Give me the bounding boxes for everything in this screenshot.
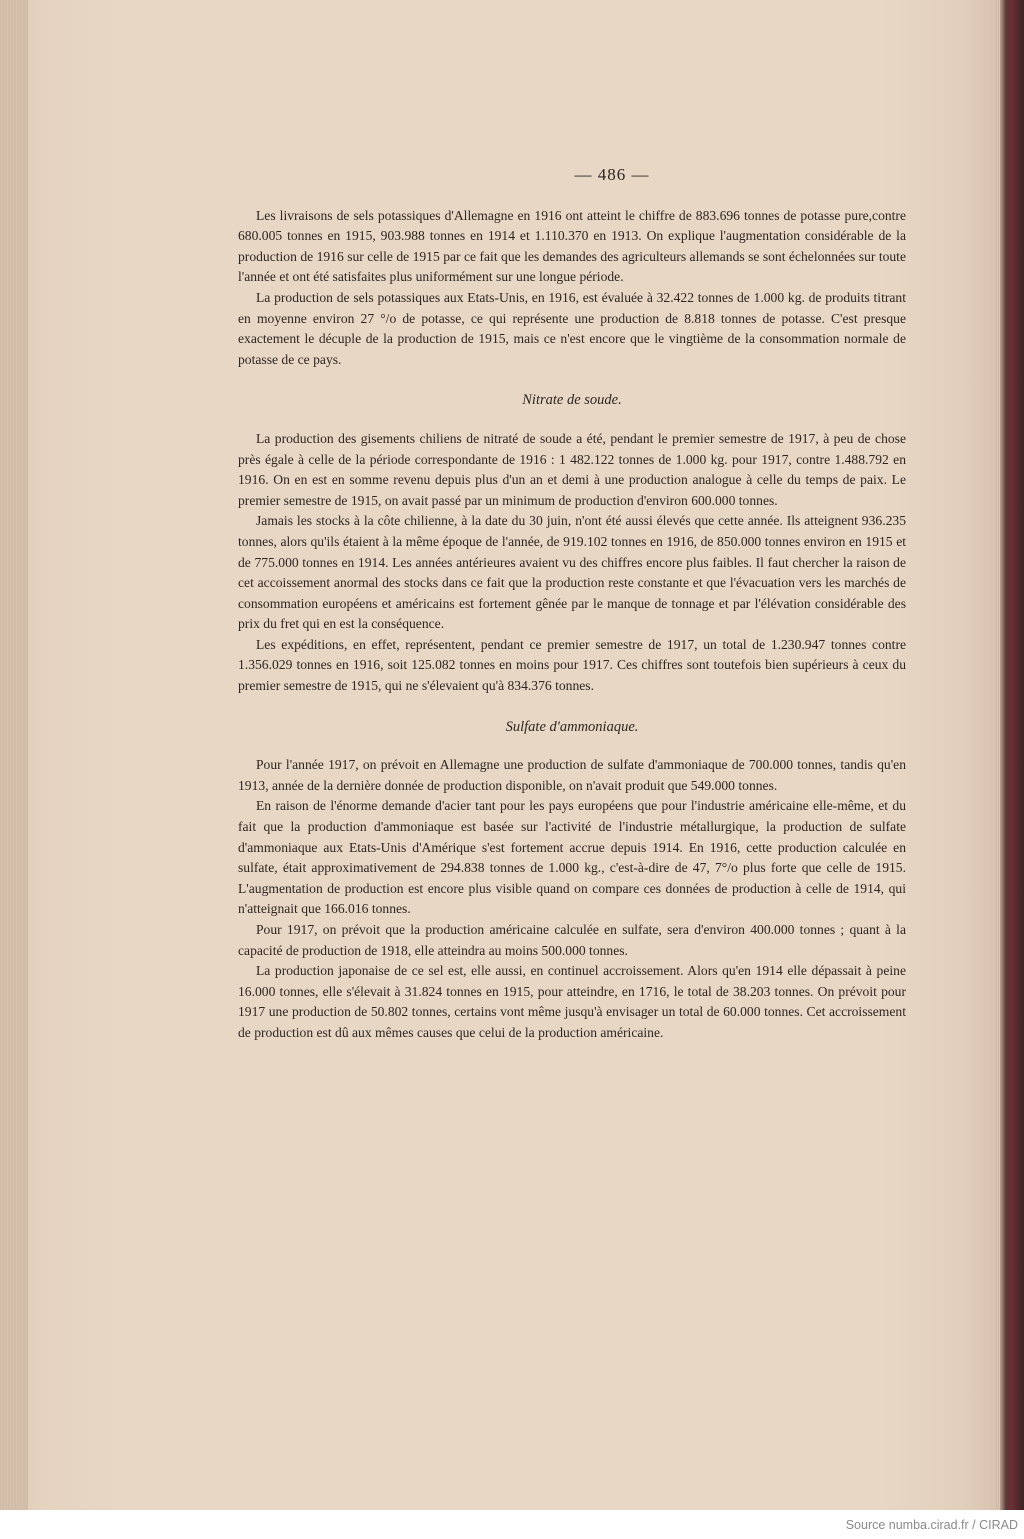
paragraph-nitrate-stocks: Jamais les stocks à la côte chilienne, à la date du 30 juin, n'ont été aussi élevés que cette année. Ils atteignent 936.235 tonnes, alors qu'ils étaient à la même époque de l'année, de 919.102 tonnes en 1916, de 850.000 tonnes environ en 1915 et de 775.000 tonnes en 1914. Les années antérieures avaient vu des chiffres encore plus faibles. Il faut chercher la raison de cet accoissement anormal des stocks dans ce fait que la production reste constante et que l'évacuation vers les marchés de consommation européens et américains est fortement gênée par le manque de tonnage et par l'élévation considérable des prix du fret qui en est la conséquence. — [238, 513, 906, 632]
paragraph-nitrate-shipments: Les expéditions, en effet, représentent, pendant ce premier semestre de 1917, un total de 1.230.947 tonnes contre 1.356.029 tonnes en 1916, soit 125.082 tonnes en moins pour 1917. Ces chiffres sont toutefois bien supérieurs à ceux du premier semestre de 1915, qui ne s'élevaient qu'à 834.376 tonnes. — [238, 636, 906, 694]
paragraph-sulfate-germany: Pour l'année 1917, on prévoit en Allemagne une production de sulfate d'ammoniaque de 700.000 tonnes, tandis qu'en 1913, année de la dernière donnée de production disponible, on n'avait produit que 549.000 tonnes. — [238, 757, 906, 793]
paragraph-sulfate-japan: La production japonaise de ce sel est, elle aussi, en continuel accroissement. Alors qu'en 1914 elle dépassait à peine 16.000 tonnes, elle s'élevait à 31.824 tonnes en 1915, pour atteindre, en 1716, le total de 38.203 tonnes. On prévoit pour 1917 une production de 50.802 tonnes, certains vont même jusqu'à envisager un total de 60.000 tonnes. Cet accroissement de production est dû aux mêmes causes que celui de la production américaine. — [238, 963, 906, 1040]
page-number: — 486 — — [574, 165, 650, 184]
section-title-ammonium-sulfate: Sulfate d'ammoniaque. — [505, 718, 639, 735]
paragraph-potash-usa: La production de sels potassiques aux Etats-Unis, en 1916, est évaluée à 32.422 tonnes de 1.000 kg. de produits titrant en moyenne environ 27 °/o de potasse, ce qui représente une production de 8.818 tonnes de potasse. C'est presque exactement le décuple de la production de 1915, mais ce n'est encore que le vingtième de la consommation normale de potasse de ce pays. — [238, 289, 906, 367]
book-cover-edge — [1000, 0, 1024, 1510]
paragraph-sulfate-usa: En raison de l'énorme demande d'acier tant pour les pays européens que pour l'industrie américaine elle-même, et du fait que la production d'ammoniaque est basée sur l'activité de l'industrie métallurgique, la production de sulfate d'ammoniaque aux Etats-Unis d'Amérique s'est fortement accrue depuis 1914. En 1916, cette production calculée en sulfate, était approximativement de 294.838 tonnes de 1.000 kg., c'est-à-dire de 47, 7°/o plus forte que celle de 1915. L'augmentation de production est encore plus visible quand on compare ces données de production à celle de 1914, qui n'atteignait que 166.016 tonnes. — [238, 798, 906, 917]
page-text — [238, 165, 906, 1044]
paragraph-potash-germany: Les livraisons de sels potassiques d'Allemagne en 1916 ont atteint le chiffre de 883.696 tonnes de potasse pure,contre 680.005 tonnes en 1915, 903.988 tonnes en 1914 et 1.110.370 en 1913. On explique l'augmentation considérable de la production de 1916 sur celle de 1915 par ce fait que les demandes des agriculteurs allemands se sont échelonnées sur toute l'année et ont été satisfaites plus uniformément sur une longue période. — [238, 207, 906, 285]
paragraph-sulfate-forecast: Pour 1917, on prévoit que la production américaine calculée en sulfate, sera d'environ 400.000 tonnes ; quant à la capacité de production de 1918, elle atteindra au moins 500.000 tonnes. — [238, 922, 906, 958]
section-title-nitrate: Nitrate de soude. — [522, 392, 622, 409]
page-stack-left — [0, 0, 28, 1510]
paragraph-nitrate-production: La production des gisements chiliens de nitraté de soude a été, pendant le premier semestre de 1917, à peu de chose près égale à celle de la période correspondante de 1916 : 1 482.122 tonnes de 1.000 kg. pour 1917, contre 1.488.792 en 1916. On en est en somme revenu depuis plus d'un an et demi à une production analogue à celle du temps de paix. Le premier semestre de 1915, on avait passé par un minimum de production d'environ 600.000 tonnes. — [238, 430, 906, 508]
footer-bar — [0, 1510, 1024, 1539]
source-credit: Source numba.cirad.fr / CIRAD — [845, 1518, 1018, 1532]
